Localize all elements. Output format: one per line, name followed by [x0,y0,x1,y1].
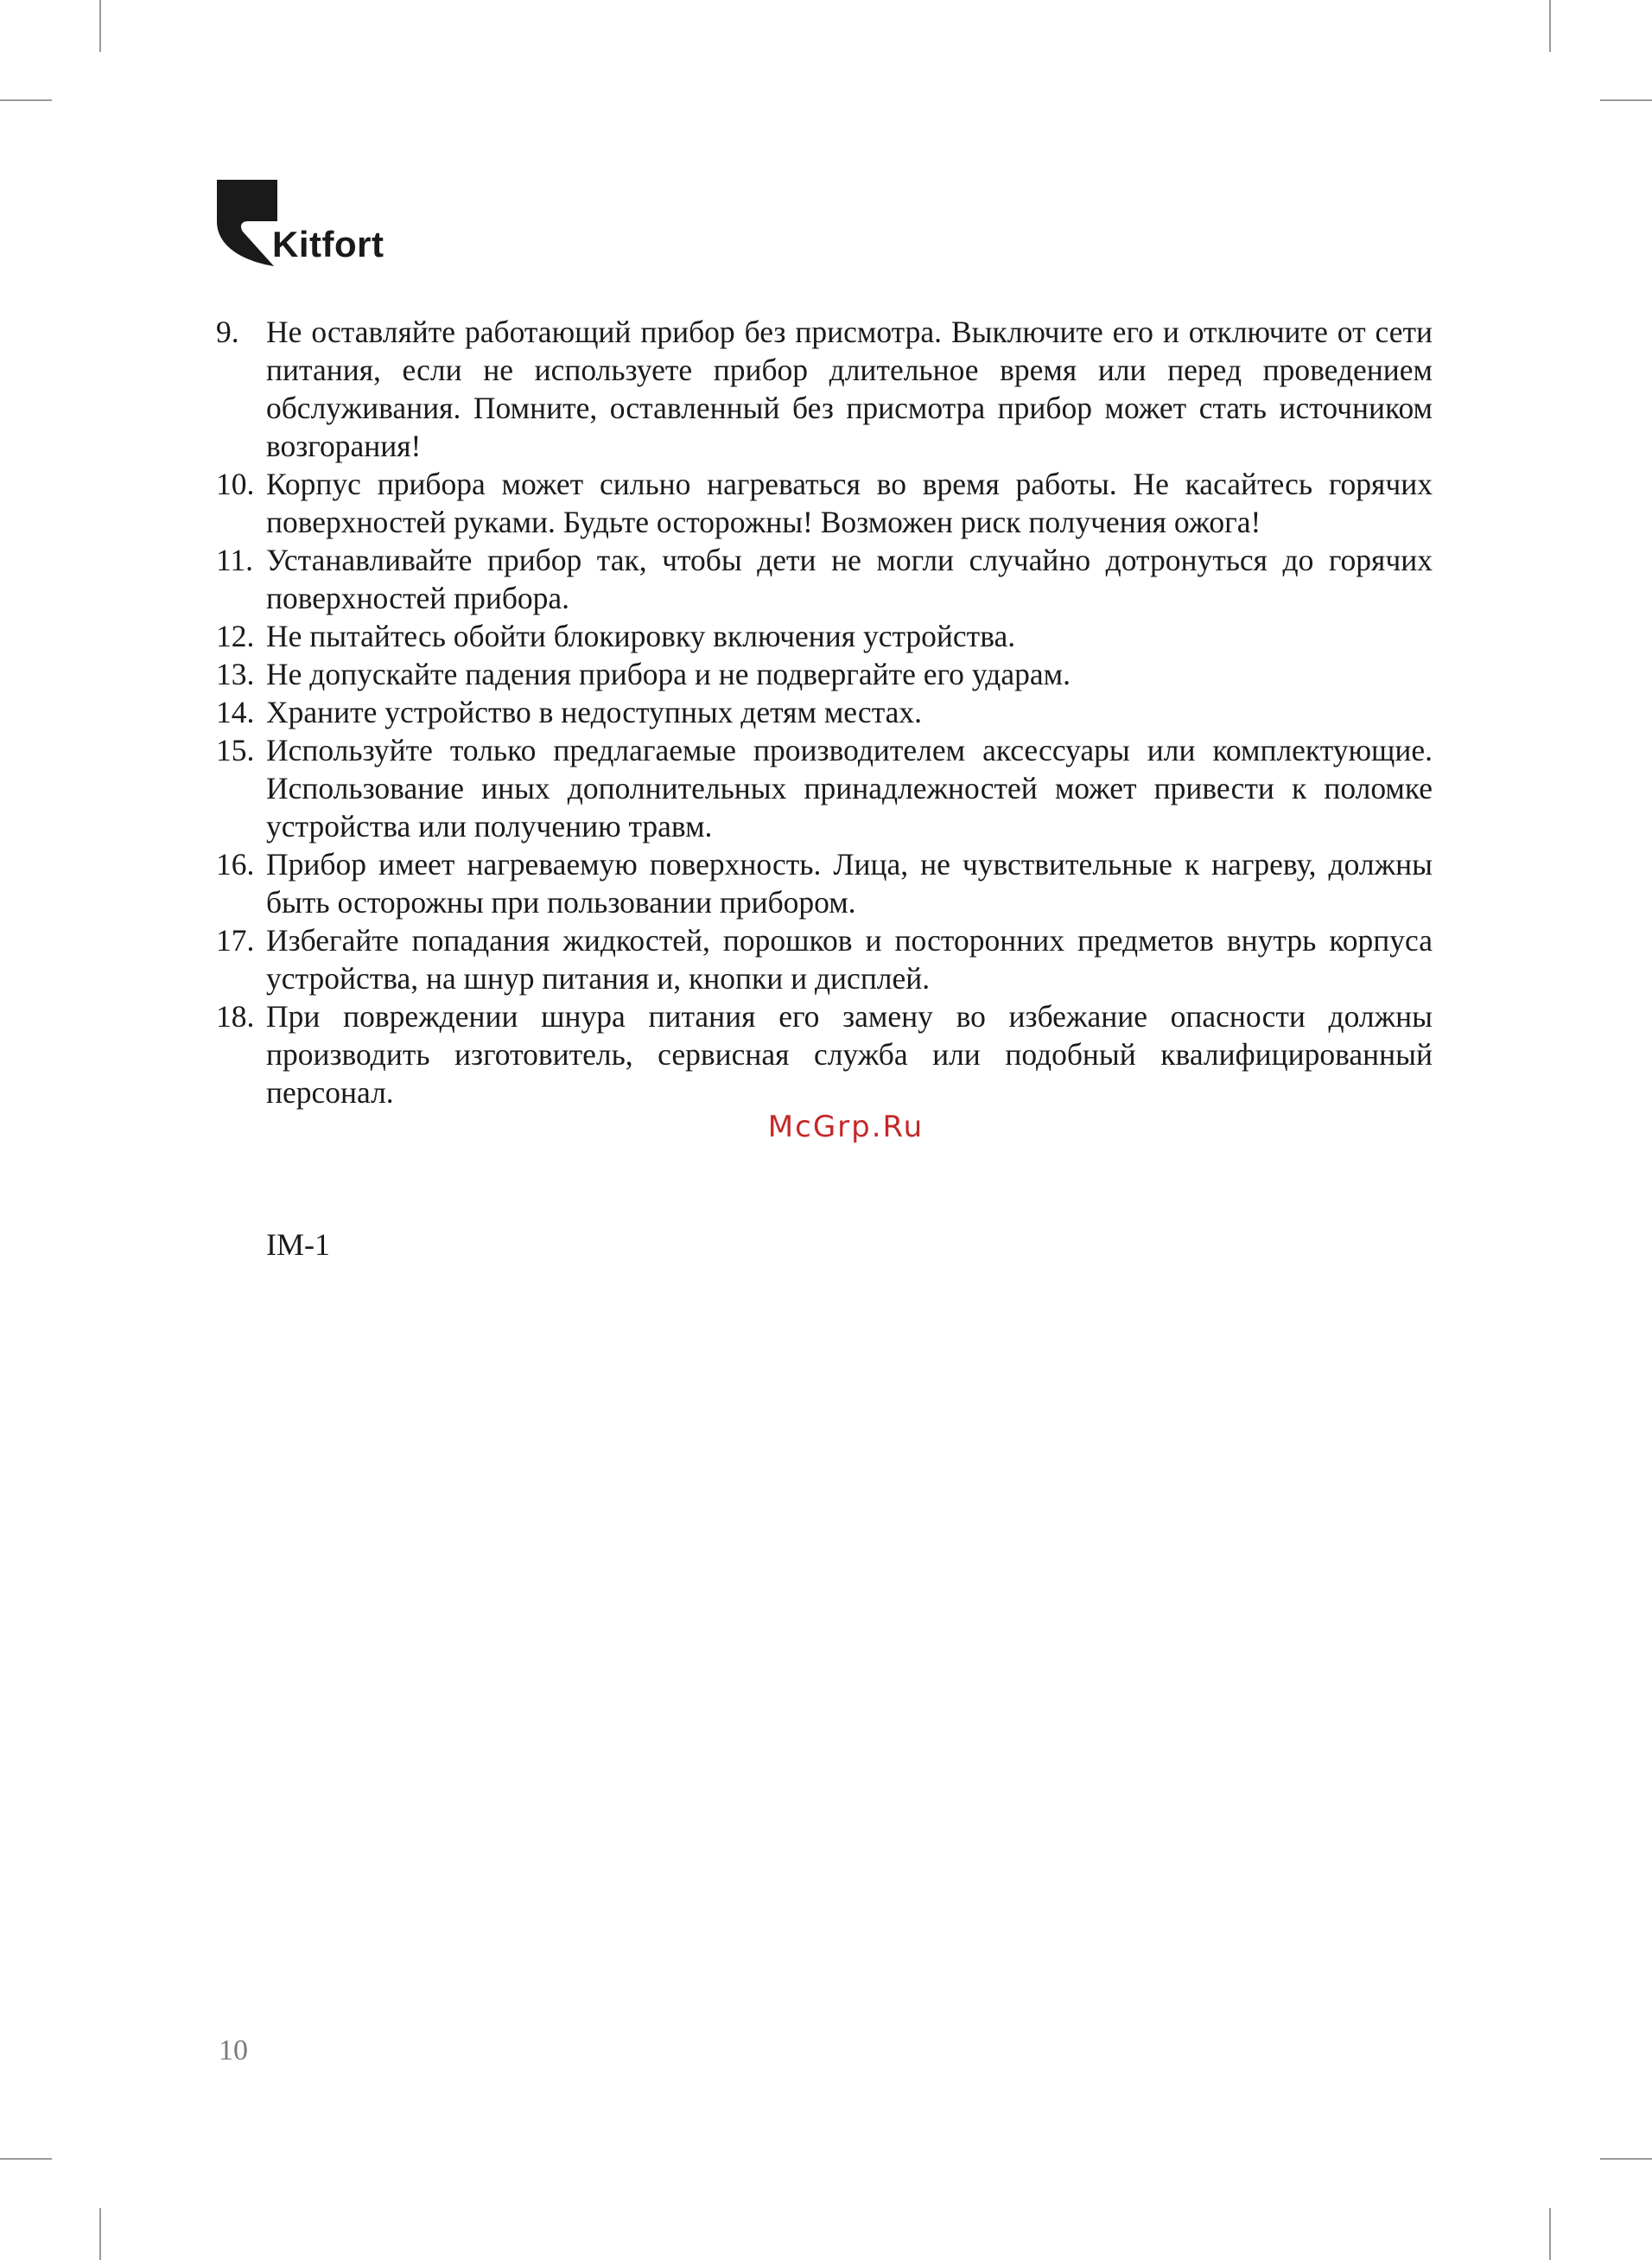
instruction-item [216,313,1433,465]
crop-mark [99,0,101,52]
instruction-text: При повреждении шнура питания его замену во избежание опасности должны производить изготовитель, сервисная служба или подобный квалифицированный персонал. [266,999,1433,1110]
instruction-text: Не допускайте падения прибора и не подвергайте его ударам. [266,657,1071,691]
instruction-item [216,617,1433,655]
crop-mark [1600,99,1652,101]
instruction-item [216,731,1433,845]
instruction-text: Устанавливайте прибор так, чтобы дети не могли случайно дотронуться до горячих поверхностей прибора. [266,543,1433,615]
model-code: IM-1 [266,1227,330,1262]
page-number: 10 [219,2034,248,2066]
instruction-text: Храните устройство в недоступных детям местах. [266,695,923,729]
instruction-text: Избегайте попадания жидкостей, порошков и посторонних предметов внутрь корпуса устройства, на шнур питания и, кнопки и дисплей. [266,923,1433,996]
instruction-item [216,997,1433,1111]
instruction-item [216,921,1433,997]
instruction-item [216,693,1433,731]
instruction-number: 11. [216,543,254,577]
brand-name: Kitfort [272,224,384,264]
instruction-number: 13. [216,657,255,691]
instruction-text: Прибор имеет нагреваемую поверхность. Лица, не чувствительные к нагреву, должны быть осторожны при пользовании прибором. [266,847,1433,920]
crop-mark [1549,2208,1551,2260]
brand-logo [217,180,398,271]
safety-instructions-list [216,313,1433,1111]
instruction-item [216,465,1433,541]
crop-mark [1600,2158,1652,2160]
instruction-text: Используйте только предлагаемые производителем аксессуары или комплектующие. Использование иных дополнительных принадлежностей может привести к поломке устройства или получению травм. [266,733,1433,844]
instruction-text: Корпус прибора может сильно нагреваться во время работы. Не касайтесь горячих поверхностей руками. Будьте осторожны! Возможен риск получения ожога! [266,467,1433,539]
instruction-text: Не пытайтесь обойти блокировку включения устройства. [266,619,1016,653]
watermark: McGrp.Ru [767,1110,924,1144]
brand-logo-icon [217,180,277,268]
instruction-number: 17. [216,923,255,958]
instruction-number: 15. [216,733,255,767]
instruction-number: 14. [216,695,255,729]
crop-mark [0,99,52,101]
instruction-text: Не оставляйте работающий прибор без присмотра. Выключите его и отключите от сети питания, если не используете прибор длительное время или перед проведением обслуживания. Помните, оставленный без присмотра прибор может стать источником возгорания! [266,315,1433,463]
crop-mark [1549,0,1551,52]
crop-mark [99,2208,101,2260]
instruction-number: 10. [216,467,255,501]
instruction-number: 12. [216,619,255,653]
instruction-number: 18. [216,999,255,1034]
instruction-number: 9. [216,315,239,349]
crop-mark [0,2158,52,2160]
instruction-item [216,655,1433,693]
instruction-item [216,845,1433,921]
instruction-number: 16. [216,847,255,882]
instruction-item [216,541,1433,617]
